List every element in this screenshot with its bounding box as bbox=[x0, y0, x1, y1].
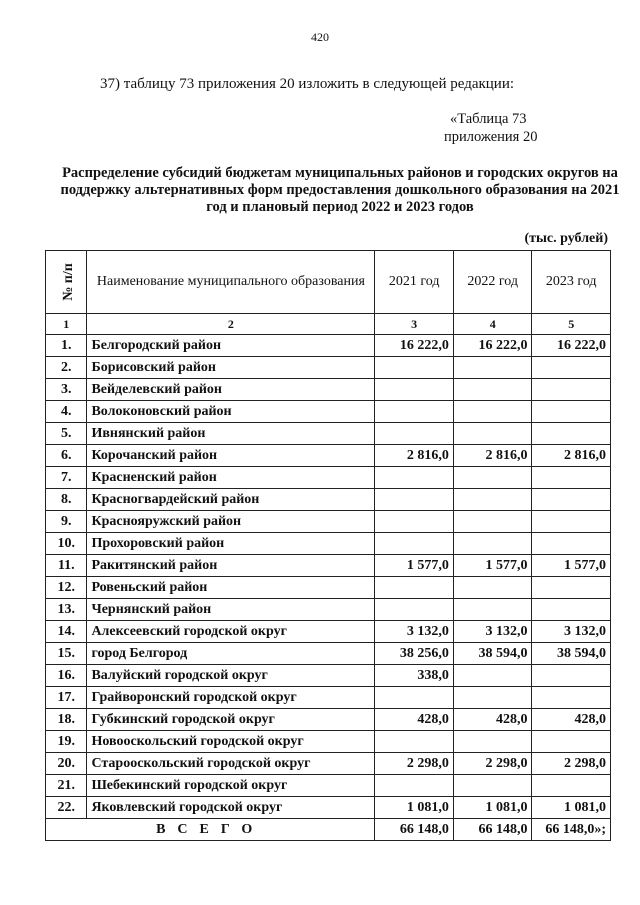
table-row bbox=[46, 401, 611, 423]
municipality-name: Вейделевский район bbox=[87, 379, 375, 401]
value-2021 bbox=[375, 533, 454, 555]
total-row bbox=[46, 819, 611, 841]
value-2022: 2 298,0 bbox=[453, 753, 532, 775]
municipality-name: Грайворонский городской округ bbox=[87, 687, 375, 709]
table-row bbox=[46, 467, 611, 489]
page-number: 420 bbox=[311, 30, 329, 44]
table-row bbox=[46, 511, 611, 533]
row-number: 18. bbox=[46, 709, 87, 731]
value-2023 bbox=[532, 775, 611, 797]
row-number: 4. bbox=[46, 401, 87, 423]
value-2022 bbox=[453, 357, 532, 379]
municipality-name: Старооскольский городской округ bbox=[87, 753, 375, 775]
value-2022 bbox=[453, 775, 532, 797]
value-2023 bbox=[532, 379, 611, 401]
municipality-name: Ивнянский район bbox=[87, 423, 375, 445]
total-2022: 66 148,0 bbox=[453, 819, 532, 841]
document-title: Распределение субсидий бюджетам муниципальных районов и городских округов на поддержку альтернативных форм предоставления дошкольного образования на 2021 год и плановый период 2022 и 2023 годов bbox=[60, 165, 620, 215]
value-2021 bbox=[375, 599, 454, 621]
header-num bbox=[46, 251, 87, 314]
value-2022: 2 816,0 bbox=[453, 445, 532, 467]
value-2022 bbox=[453, 533, 532, 555]
row-number: 19. bbox=[46, 731, 87, 753]
municipality-name: Белгородский район bbox=[87, 335, 375, 357]
table-row bbox=[46, 445, 611, 467]
value-2021: 38 256,0 bbox=[375, 643, 454, 665]
value-2023 bbox=[532, 665, 611, 687]
subsidy-table bbox=[45, 250, 611, 841]
value-2022: 16 222,0 bbox=[453, 335, 532, 357]
row-number: 8. bbox=[46, 489, 87, 511]
value-2022: 1 081,0 bbox=[453, 797, 532, 819]
municipality-name: Валуйский городской округ bbox=[87, 665, 375, 687]
value-2023: 428,0 bbox=[532, 709, 611, 731]
value-2023: 3 132,0 bbox=[532, 621, 611, 643]
municipality-name: Шебекинский городской округ bbox=[87, 775, 375, 797]
municipality-name: Корочанский район bbox=[87, 445, 375, 467]
row-number: 1. bbox=[46, 335, 87, 357]
value-2023 bbox=[532, 357, 611, 379]
row-number: 10. bbox=[46, 533, 87, 555]
municipality-name: Борисовский район bbox=[87, 357, 375, 379]
total-label: ВСЕГО bbox=[46, 819, 375, 841]
header-2021: 2021 год bbox=[375, 251, 454, 314]
row-number: 20. bbox=[46, 753, 87, 775]
row-number: 2. bbox=[46, 357, 87, 379]
municipality-name: Прохоровский район bbox=[87, 533, 375, 555]
value-2023: 1 081,0 bbox=[532, 797, 611, 819]
value-2022 bbox=[453, 511, 532, 533]
row-number: 12. bbox=[46, 577, 87, 599]
table-row bbox=[46, 687, 611, 709]
value-2021 bbox=[375, 775, 454, 797]
value-2022 bbox=[453, 489, 532, 511]
municipality-name: Волоконовский район bbox=[87, 401, 375, 423]
row-number: 11. bbox=[46, 555, 87, 577]
value-2022: 1 577,0 bbox=[453, 555, 532, 577]
header-num-label: № п/п bbox=[60, 263, 76, 301]
value-2021: 2 298,0 bbox=[375, 753, 454, 775]
table-row bbox=[46, 577, 611, 599]
row-number: 6. bbox=[46, 445, 87, 467]
value-2022 bbox=[453, 577, 532, 599]
value-2021 bbox=[375, 687, 454, 709]
value-2022 bbox=[453, 665, 532, 687]
row-number: 3. bbox=[46, 379, 87, 401]
value-2021: 2 816,0 bbox=[375, 445, 454, 467]
municipality-name: Ракитянский район bbox=[87, 555, 375, 577]
table-row bbox=[46, 797, 611, 819]
value-2022 bbox=[453, 599, 532, 621]
row-number: 15. bbox=[46, 643, 87, 665]
header-2022: 2022 год bbox=[453, 251, 532, 314]
municipality-name: Новооскольский городской округ bbox=[87, 731, 375, 753]
table-row bbox=[46, 335, 611, 357]
value-2021 bbox=[375, 731, 454, 753]
value-2023 bbox=[532, 401, 611, 423]
municipality-name: Губкинский городской округ bbox=[87, 709, 375, 731]
value-2022 bbox=[453, 423, 532, 445]
municipality-name: Алексеевский городской округ bbox=[87, 621, 375, 643]
municipality-name: Чернянский район bbox=[87, 599, 375, 621]
value-2023: 16 222,0 bbox=[532, 335, 611, 357]
table-header-row bbox=[46, 251, 611, 314]
value-2023 bbox=[532, 467, 611, 489]
value-2023 bbox=[532, 533, 611, 555]
value-2023 bbox=[532, 687, 611, 709]
municipality-name: Яковлевский городской округ bbox=[87, 797, 375, 819]
value-2023 bbox=[532, 731, 611, 753]
municipality-name: город Белгород bbox=[87, 643, 375, 665]
table-row bbox=[46, 753, 611, 775]
row-number: 5. bbox=[46, 423, 87, 445]
value-2022: 38 594,0 bbox=[453, 643, 532, 665]
municipality-name: Красненский район bbox=[87, 467, 375, 489]
table-row bbox=[46, 379, 611, 401]
total-2021: 66 148,0 bbox=[375, 819, 454, 841]
value-2022 bbox=[453, 687, 532, 709]
value-2023: 38 594,0 bbox=[532, 643, 611, 665]
value-2023 bbox=[532, 599, 611, 621]
value-2021 bbox=[375, 379, 454, 401]
value-2021 bbox=[375, 511, 454, 533]
value-2021 bbox=[375, 577, 454, 599]
row-number: 22. bbox=[46, 797, 87, 819]
header-name: Наименование муниципального образования bbox=[87, 251, 375, 314]
value-2023: 2 298,0 bbox=[532, 753, 611, 775]
municipality-name: Ровеньский район bbox=[87, 577, 375, 599]
row-number: 14. bbox=[46, 621, 87, 643]
table-reference-line-2: приложения 20 bbox=[444, 129, 538, 145]
row-number: 13. bbox=[46, 599, 87, 621]
value-2023 bbox=[532, 577, 611, 599]
value-2022: 3 132,0 bbox=[453, 621, 532, 643]
column-numbers-row bbox=[46, 314, 611, 335]
value-2023 bbox=[532, 489, 611, 511]
table-row bbox=[46, 599, 611, 621]
instruction-text: 37) таблицу 73 приложения 20 изложить в следующей редакции: bbox=[100, 76, 515, 92]
value-2021 bbox=[375, 489, 454, 511]
table-row bbox=[46, 423, 611, 445]
header-2023: 2023 год bbox=[532, 251, 611, 314]
value-2022 bbox=[453, 731, 532, 753]
row-number: 21. bbox=[46, 775, 87, 797]
value-2022 bbox=[453, 467, 532, 489]
column-number: 2 bbox=[87, 314, 375, 335]
value-2023 bbox=[532, 423, 611, 445]
table-row bbox=[46, 555, 611, 577]
table-row bbox=[46, 357, 611, 379]
value-2022 bbox=[453, 379, 532, 401]
value-2021: 1 577,0 bbox=[375, 555, 454, 577]
value-2021: 338,0 bbox=[375, 665, 454, 687]
total-2023: 66 148,0»; bbox=[532, 819, 611, 841]
value-2023: 2 816,0 bbox=[532, 445, 611, 467]
column-number: 1 bbox=[46, 314, 87, 335]
table-row bbox=[46, 533, 611, 555]
value-2022: 428,0 bbox=[453, 709, 532, 731]
column-number: 3 bbox=[375, 314, 454, 335]
table-row bbox=[46, 731, 611, 753]
value-2021 bbox=[375, 423, 454, 445]
column-number: 4 bbox=[453, 314, 532, 335]
value-2021 bbox=[375, 401, 454, 423]
table-row bbox=[46, 643, 611, 665]
table-row bbox=[46, 775, 611, 797]
value-2021: 3 132,0 bbox=[375, 621, 454, 643]
table-reference bbox=[420, 110, 570, 146]
value-2021 bbox=[375, 467, 454, 489]
table-row bbox=[46, 709, 611, 731]
municipality-name: Краснояружский район bbox=[87, 511, 375, 533]
row-number: 17. bbox=[46, 687, 87, 709]
value-2023 bbox=[532, 511, 611, 533]
table-row bbox=[46, 621, 611, 643]
value-2022 bbox=[453, 401, 532, 423]
value-2021: 428,0 bbox=[375, 709, 454, 731]
table-row bbox=[46, 489, 611, 511]
units-label: (тыс. рублей) bbox=[524, 231, 608, 246]
row-number: 16. bbox=[46, 665, 87, 687]
value-2021 bbox=[375, 357, 454, 379]
table-row bbox=[46, 665, 611, 687]
value-2023: 1 577,0 bbox=[532, 555, 611, 577]
value-2021: 16 222,0 bbox=[375, 335, 454, 357]
column-number: 5 bbox=[532, 314, 611, 335]
table-reference-line-1: «Таблица 73 bbox=[450, 111, 527, 127]
municipality-name: Красногвардейский район bbox=[87, 489, 375, 511]
row-number: 9. bbox=[46, 511, 87, 533]
value-2021: 1 081,0 bbox=[375, 797, 454, 819]
row-number: 7. bbox=[46, 467, 87, 489]
